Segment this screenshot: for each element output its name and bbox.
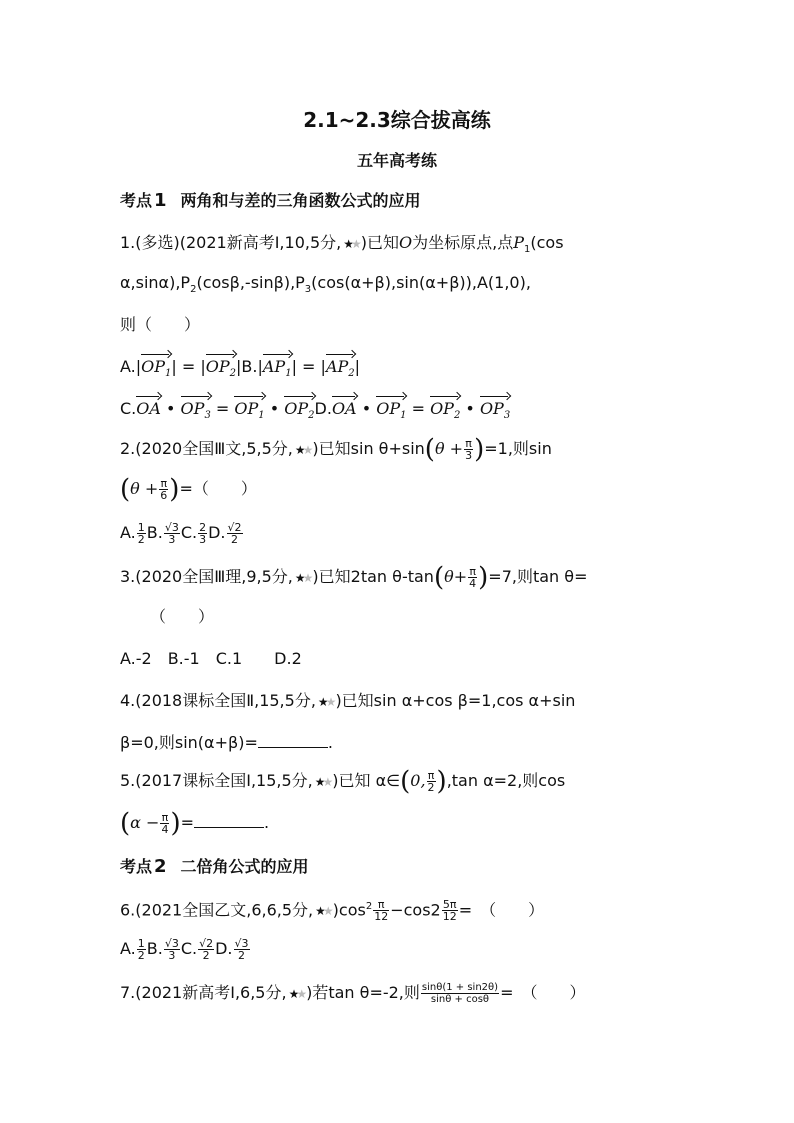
- option-b: B.: [146, 939, 163, 958]
- q5-text: 5.(2017课标全国Ⅰ,15,5分,: [120, 771, 313, 790]
- question-1-line-2: [120, 272, 531, 301]
- q1-sub: 1: [524, 244, 531, 256]
- option-a: A.: [120, 523, 136, 542]
- section-text: 二倍角公式的应用: [180, 857, 309, 876]
- q7-text: = （ ）: [500, 983, 586, 1002]
- q1-math: P: [513, 233, 524, 252]
- fraction: $\frac{\pi}{2}$: [427, 769, 435, 794]
- section-number: 2: [154, 856, 167, 877]
- q3-text: =7,则tan θ=: [488, 567, 588, 586]
- option-b: B.: [241, 357, 258, 376]
- answer-blank[interactable]: [258, 733, 328, 748]
- q2-text: 2.(2020全国Ⅲ文,5,5分,: [120, 439, 293, 458]
- section-number: 1: [154, 190, 167, 211]
- q2-text: =（ ）: [179, 479, 257, 498]
- page-title: 2.1~2.3综合拔高练: [303, 108, 491, 132]
- q2-text: )已知sin θ+sin: [312, 439, 425, 458]
- vector-op3: $OP_3$: [181, 398, 211, 427]
- option-b: B.: [146, 523, 163, 542]
- fraction: $\frac{\pi}{4}$: [469, 565, 477, 590]
- question-1-options-cd: C.OA • $OP_3 = OP_1$ • $OP_2D.OA$ • $OP_1 = OP_2$ • $OP_3$: [120, 398, 510, 427]
- difficulty-stars-icon: ★★: [314, 775, 331, 789]
- q3-text: )已知2tan θ-tan: [312, 567, 434, 586]
- option-c: C.: [120, 399, 137, 418]
- vector-op3: $OP_3$: [480, 398, 510, 427]
- page-subtitle: 五年高考练: [356, 151, 437, 170]
- section-label: 考点: [120, 191, 153, 210]
- question-5-line-1: 5.(2017课标全国Ⅰ,15,5分, ★★ )已知 α∈(0, $\frac{\pi}{2}$ ),tan α=2,则cos: [120, 766, 566, 797]
- difficulty-stars-icon: ★★: [294, 443, 311, 457]
- option-c: C.: [180, 939, 198, 958]
- q1-text: α,sinα),P: [120, 273, 191, 292]
- q1-text: (cos: [530, 233, 564, 252]
- question-2-line-1: 2.(2020全国Ⅲ文,5,5分, ★★ )已知sin θ+sin(θ + $\frac{\pi}{3}$ )=1,则sin: [120, 434, 552, 465]
- fraction: $\frac{\pi}{4}$: [161, 811, 169, 836]
- difficulty-stars-icon: ★★: [343, 237, 359, 251]
- question-1-options-ab: $A.|OP_1| = |OP_2|B.|AP_1| = |AP_2|$: [120, 356, 360, 385]
- question-2-line-2: (θ + $\frac{\pi}{6}$ )=（ ）: [120, 474, 257, 505]
- q7-text: 7.(2021新高考Ⅰ,6,5分,: [120, 983, 287, 1002]
- option-a: A.: [120, 357, 136, 376]
- difficulty-stars-icon: ★★: [315, 904, 331, 919]
- q1-text: 1.(多选)(2021新高考Ⅰ,10,5分,: [120, 233, 342, 252]
- vector-op1: $OP_1$: [141, 356, 171, 385]
- q6-text: −cos2: [390, 900, 441, 920]
- q2-text: =1,则sin: [484, 439, 552, 458]
- answer-blank[interactable]: [194, 813, 264, 828]
- q6-text: 6.(2021全国乙文,6,6,5分,: [120, 900, 314, 920]
- vector-op1: $OP_1$: [376, 398, 406, 427]
- vector-op2: $OP_2$: [206, 356, 236, 385]
- q5-text: ,tan α=2,则cos: [446, 771, 566, 790]
- q3-text: 3.(2020全国Ⅲ理,9,5分,: [120, 567, 293, 586]
- difficulty-stars-icon: ★★: [288, 987, 305, 1001]
- vector-oa: OA: [331, 399, 357, 418]
- vector-op1: $OP_1$: [234, 398, 264, 427]
- fraction: $\frac{\sin\theta(1 + \sin 2\theta)}{\sin\theta + \cos\theta}$: [421, 982, 499, 1005]
- question-4-line-1: [120, 690, 575, 713]
- question-6-options: A. $\frac{1}{2}$ B. $\frac{√3}{3}$ C. $\frac{√2}{2}$ D. $\frac{√3}{2}$: [120, 937, 249, 962]
- fraction: $\frac{\pi}{3}$: [465, 437, 473, 462]
- option-d: D.: [208, 523, 226, 542]
- section-heading-2: [120, 856, 309, 878]
- q1-text: )已知: [360, 233, 400, 252]
- question-7-line-1: [120, 982, 585, 1005]
- question-3-line-1: 3.(2020全国Ⅲ理,9,5分, ★★ )已知2tan θ-tan(θ+ $\frac{\pi}{4}$ )=7,则tan θ=: [120, 562, 588, 593]
- question-2-options: A. $\frac{1}{2}$ B. $\frac{√3}{3}$ C. $\frac{2}{3}$ D. $\frac{√2}{2}$: [120, 521, 242, 546]
- q6-text: = （ ）: [458, 900, 545, 920]
- q1-math: O: [399, 233, 413, 252]
- option-d: D.: [314, 399, 332, 418]
- question-1-line-1: [120, 232, 564, 261]
- option-c: C.: [180, 523, 198, 542]
- q1-text: (cos(α+β),sin(α+β)),A(1,0),: [311, 273, 531, 292]
- option-d: D.: [215, 939, 233, 958]
- q4-text: 4.(2018课标全国Ⅱ,15,5分,: [120, 691, 316, 710]
- option-a: A.: [120, 939, 136, 958]
- q4-text: β=0,则sin(α+β)=: [120, 733, 258, 752]
- vector-op2: $OP_2$: [430, 398, 460, 427]
- question-3-options: A.-2 B.-1 C.1 D.2: [120, 649, 302, 668]
- question-1-line-3: 则（ ）: [120, 315, 201, 334]
- vector-op2: $OP_2$: [284, 398, 314, 427]
- q1-text: 为坐标原点,点: [412, 233, 514, 252]
- difficulty-stars-icon: ★★: [317, 695, 334, 709]
- fraction: $\frac{\pi}{6}$: [160, 477, 168, 502]
- vector-ap1: $AP_1$: [263, 356, 292, 385]
- section-text: 两角和与差的三角函数公式的应用: [180, 191, 421, 210]
- q1-sub: 3: [304, 284, 312, 296]
- q5-text: )已知 α∈: [332, 771, 401, 790]
- section-label: 考点: [120, 857, 153, 876]
- q6-text: )cos: [332, 900, 366, 920]
- question-3-line-2: （ ）: [150, 607, 215, 626]
- q4-text: )已知sin α+cos β=1,cos α+sin: [335, 691, 576, 710]
- q1-sub: 2: [190, 284, 197, 296]
- question-4-line-2: β=0,则sin(α+β)= .: [120, 733, 333, 752]
- question-6-line-1: 6.(2021全国乙文,6,6,5分, ★★ )$\cos^2$ $\frac{\pi}{12}$ −cos2 $\frac{5\pi}{12}$ = （ ）: [120, 898, 545, 924]
- vector-oa: OA: [136, 399, 161, 418]
- q7-text: )若tan θ=-2,则: [306, 983, 420, 1002]
- question-5-line-2: (α − $\frac{\pi}{4}$ )= .: [120, 808, 270, 839]
- vector-ap2: $AP_2$: [326, 356, 355, 385]
- difficulty-stars-icon: ★★: [294, 571, 311, 585]
- section-heading-1: [120, 190, 421, 212]
- q1-text: (cosβ,-sinβ),P: [196, 273, 305, 292]
